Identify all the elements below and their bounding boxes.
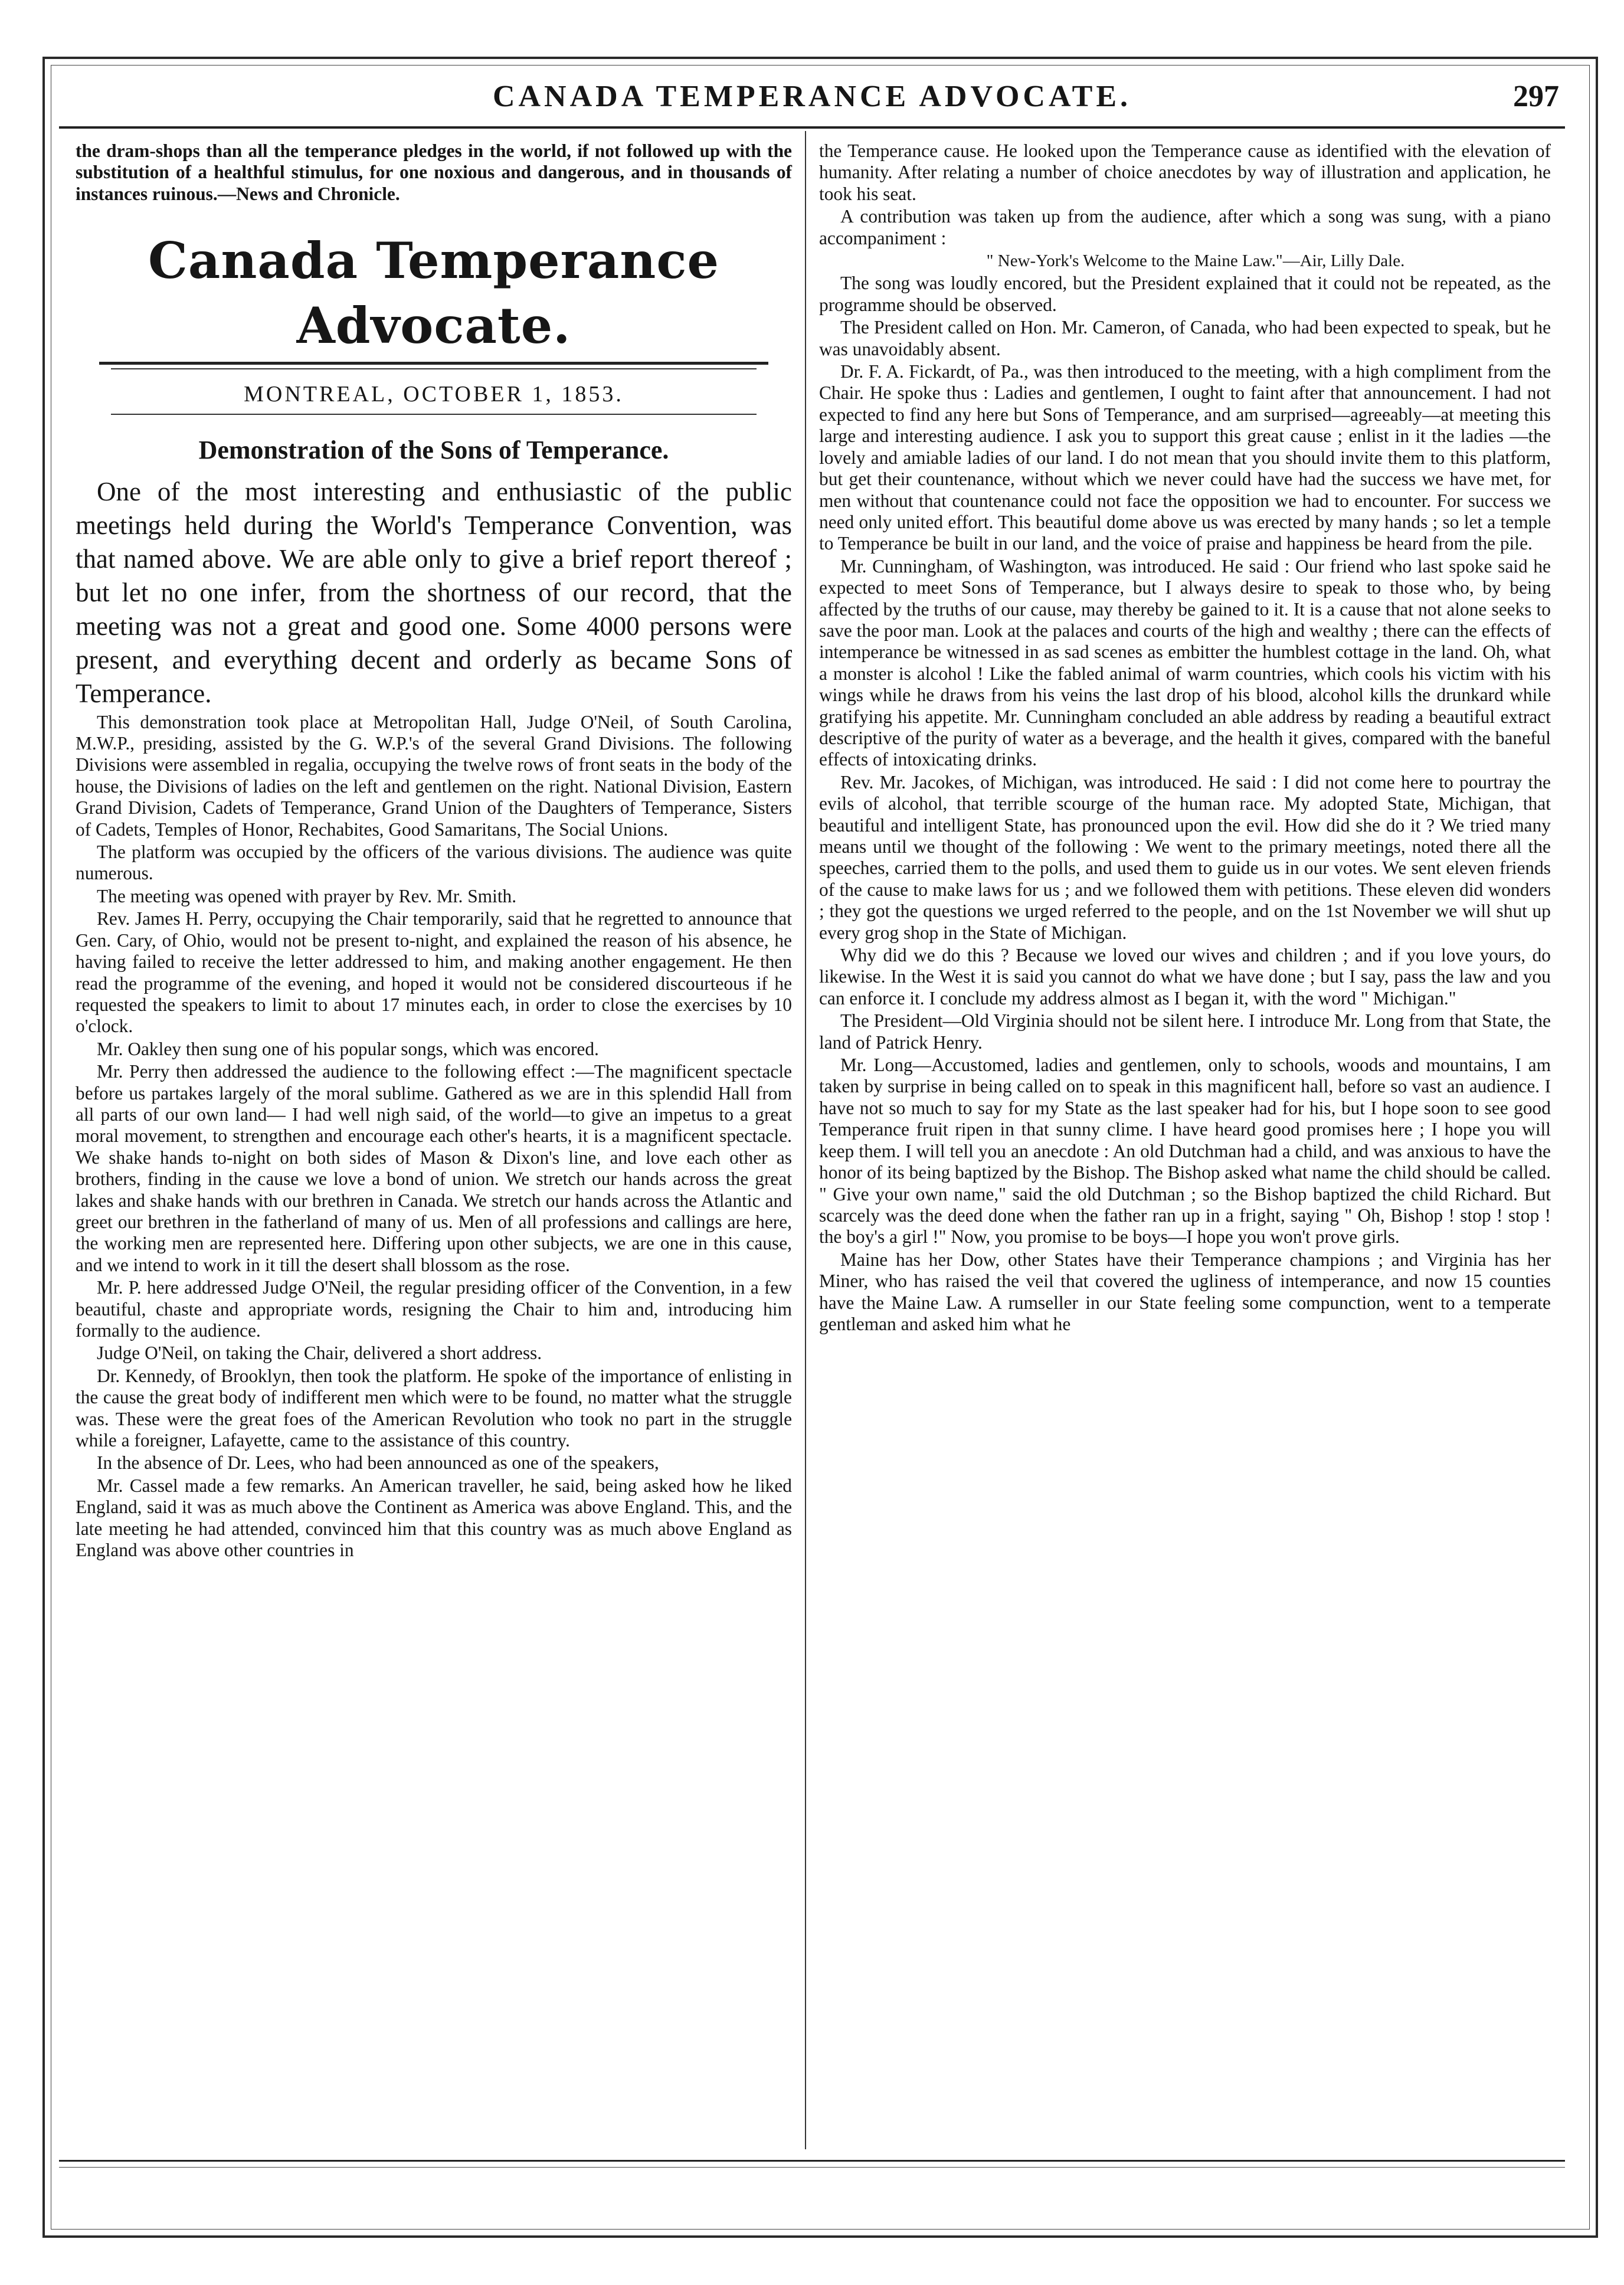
left-column — [76, 140, 792, 1562]
article-paragraph: Judge O'Neil, on taking the Chair, delivered a short address. — [97, 1343, 542, 1364]
running-title: CANADA TEMPERANCE ADVOCATE. — [492, 80, 1132, 113]
article-headline: Demonstration of the Sons of Temperance. — [198, 435, 669, 464]
article-paragraph: Mr. Cunningham, of Washington, was introduced. He said : Our friend who last spoke said he expected to meet Sons of Temperance, but I always desire to speak to those who, by being affected by the truths of our cause, may thereby be gained to it. It is a cause that not alone seeks to save the poor man. Look at the palaces and courts of the high and wealthy ; there can the effects of intemperance be witnessed in as sad scenes as embitter the humblest cottage in the land. Oh, what a monster is alcohol ! Like the fabled animal of warm countries, which cools his victim with his wings while he draws from his veins the last drop of his blood, alcohol kills the drunkard while gratifying his appetite. Mr. Cunningham concluded an able address by reading a beautiful extract descriptive of the purity of water as a beverage, and the health it gives, compared with the baneful effects of intoxicating drinks. — [819, 555, 1551, 770]
lead-paragraph: One of the most interesting and enthusiastic of the public meetings held during the World's Temperance Convention, was that named above. We are able only to give a brief report thereof ; but let no one infer, from the shortness of our record, that the meeting was not a great and good one. Some 4000 persons were present, and everything decent and orderly as became Sons of Temperance. — [76, 476, 792, 708]
page-number: 297 — [1513, 80, 1559, 113]
article-paragraph: the Temperance cause. He looked upon the Temperance cause as identified with the elevation of humanity. After relating a number of choice anecdotes by way of illustration and application, he took his seat. — [819, 140, 1551, 204]
article-paragraph: Mr. Long—Accustomed, ladies and gentlemen, only to schools, woods and mountains, I am taken by surprise in being called on to speak in this magnificent hall, before so vast an audience. I have not so much to say for my State as the last speaker had for his, but I hope soon to see good Temperance fruit ripen in that sunny clime. I have heard good promises here ; I hope you will keep them. I will tell you an anecdote : An old Dutchman had a child, and was anxious to have the honor of its being baptized by the Bishop. The Bishop asked what name the child should be called. " Give your own name," said the old Dutchman ; so the Bishop baptized the child Richard. But scarcely was the deed done when the father ran up in a fright, saying " Oh, Bishop ! stop ! stop ! the boy's a girl !" Now, you promise to be boys—I hope you won't prove girls. — [819, 1055, 1551, 1248]
article-paragraph: Mr. Cassel made a few remarks. An American traveller, he said, being asked how he liked England, said it was as much above the Continent as America was above England. This, and the late meeting he had attended, convinced him that this country was as much above England as England was above other countries in — [76, 1475, 792, 1561]
masthead — [76, 228, 792, 369]
intro-paragraph: the dram-shops than all the temperance pledges in the world, if not followed up with the substitution of a healthful stimulus, for one noxious and dangerous, and in thousands of instances ruinous.—News and Chronicle. — [76, 140, 792, 204]
running-head — [59, 76, 1565, 125]
column-divider — [805, 131, 806, 2149]
article-paragraph: Mr. Oakley then sung one of his popular songs, which was encored. — [97, 1038, 599, 1059]
article-paragraph: This demonstration took place at Metropolitan Hall, Judge O'Neil, of South Carolina, M.W.P., presiding, assisted by the G. W.P.'s of the several Grand Divisions. The following Divisions were assembled in regalia, occupying the twelve rows of front seats in the body of the house, the Divisions of ladies on the left and gentlemen on the right. National Division, Eastern Grand Division, Cadets of Temperance, Grand Union of the Daughters of Temperance, Sisters of Cadets, Temples of Honor, Rechabites, Good Samaritans, The Social Unions. — [76, 711, 792, 840]
article-paragraph: The President called on Hon. Mr. Cameron, of Canada, who had been expected to speak, but he was unavoidably absent. — [819, 317, 1551, 359]
dateline: MONTREAL, OCTOBER 1, 1853. — [244, 382, 624, 407]
footer-rule — [59, 2160, 1565, 2162]
article-paragraph: A contribution was taken up from the audience, after which a song was sung, with a piano accompaniment : — [819, 206, 1551, 248]
article-paragraph: Dr. F. A. Fickardt, of Pa., was then introduced to the meeting, with a high compliment from the Chair. He spoke thus : Ladies and gentlemen, I ought to faint after that announcement. I had not expected to find any here but Sons of Temperance, and am surprised—agreeably—at meeting this large and interesting audience. I ask you to support this great cause ; enlist in it the ladies —the lovely and amiable ladies of our land. I do not mean that you should invite them to this platform, but get their countenance, without which we never could have had the success we have met, for men without that countenance could not face the opposition we had to encounter. For success we need only united effort. This beautiful dome above us was erected by many hands ; so let a temple to Temperance be built in our land, and the voice of praise and happiness be heard from the pile. — [819, 361, 1551, 554]
article-paragraph: Rev. Mr. Jacokes, of Michigan, was introduced. He said : I did not come here to pourtray the evils of alcohol, that terrible scourge of the human race. My adopted State, Michigan, that beautiful and intelligent State, has pronounced upon the evil. How did she do it ? We tried many means until we thought of the following : We went to the primary meetings, noted there all the speeches, carried them to the polls, and used them to guide us in our votes. We sent eleven friends of the cause to make laws for us ; and we followed them with petitions. These eleven did wonders ; they got the questions we urged referred to the people, and on the 1st November we will shut up every grog shop in the State of Michigan. — [819, 771, 1551, 943]
article-paragraph: The meeting was opened with prayer by Rev. Mr. Smith. — [97, 885, 517, 906]
article-paragraph: The song was loudly encored, but the President explained that it could not be repeated, as the programme should be observed. — [819, 273, 1551, 315]
article-paragraph: Dr. Kennedy, of Brooklyn, then took the platform. He spoke of the importance of enlisting in the cause the great body of indifferent men which were to be found, no matter what the struggle was. These were the great foes of the American Revolution who took no part in the struggle while a foreigner, Lafayette, came to the assistance of this country. — [76, 1365, 792, 1451]
right-column — [819, 140, 1551, 1336]
masthead-title: Canada Temperance Advocate. — [148, 231, 719, 355]
dateline-rule — [111, 414, 757, 415]
masthead-rule — [99, 362, 768, 365]
article-paragraph: Why did we do this ? Because we loved our wives and children ; and if you love yours, do likewise. In the West it is said you cannot do what we have done ; but I say, pass the law and you can enforce it. I conclude my address almost as I began it, with the word " Michigan." — [819, 945, 1551, 1009]
article-paragraph: Maine has her Dow, other States have their Temperance champions ; and Virginia has her Miner, who has raised the veil that covered the ugliness of intemperance, and now 15 counties have the Maine Law. A rumseller in our State feeling some compunction, went to a temperate gentleman and asked him what he — [819, 1249, 1551, 1334]
footer-rule-thin — [59, 2167, 1565, 2168]
article-paragraph: The platform was occupied by the officers of the various divisions. The audience was quite numerous. — [76, 842, 792, 884]
song-title: " New-York's Welcome to the Maine Law."—Air, Lilly Dale. — [986, 251, 1405, 271]
article-paragraph: Rev. James H. Perry, occupying the Chair temporarily, said that he regretted to announce that Gen. Cary, of Ohio, would not be present to-night, and explained the reason of his absence, he having failed to receive the letter addressed to him, and making another engagement. He then read the programme of the evening, and hoped it would not be considered discourteous if he requested the speakers to limit to about 17 minutes each, in order to close the exercises by 10 o'clock. — [76, 908, 792, 1037]
header-rule — [59, 126, 1565, 129]
article-paragraph: The President—Old Virginia should not be silent here. I introduce Mr. Long from that State, the land of Patrick Henry. — [819, 1010, 1551, 1053]
article-paragraph: Mr. P. here addressed Judge O'Neil, the regular presiding officer of the Convention, in a few beautiful, chaste and appropriate words, resigning the Chair to him and, introducing him formally to the audience. — [76, 1277, 792, 1341]
masthead-rule-thin — [111, 368, 757, 369]
article-paragraph: In the absence of Dr. Lees, who had been announced as one of the speakers, — [97, 1452, 659, 1474]
article-paragraph: Mr. Perry then addressed the audience to the following effect :—The magnificent spectacle before us partakes largely of the moral sublime. Gathered as we are in this splendid Hall from all parts of our own land— I had well nigh said, of the world—to give an impetus to a great moral movement, to strengthen and encourage each other's hearts, it is a magnificent spectacle. We shake hands to-night on both sides of Mason & Dixon's line, and love each other as brothers, finding in the cause we love a bond of union. We stretch our hands across the great lakes and shake hands with our brethren in Canada. We stretch our hands across the Atlantic and greet our brethren in the fatherland of many of us. Men of all professions and callings are here, the working men are represented here. Differing upon other subjects, we are one in this cause, and we intend to work in it till the desert shall blossom as the rose. — [76, 1061, 792, 1275]
